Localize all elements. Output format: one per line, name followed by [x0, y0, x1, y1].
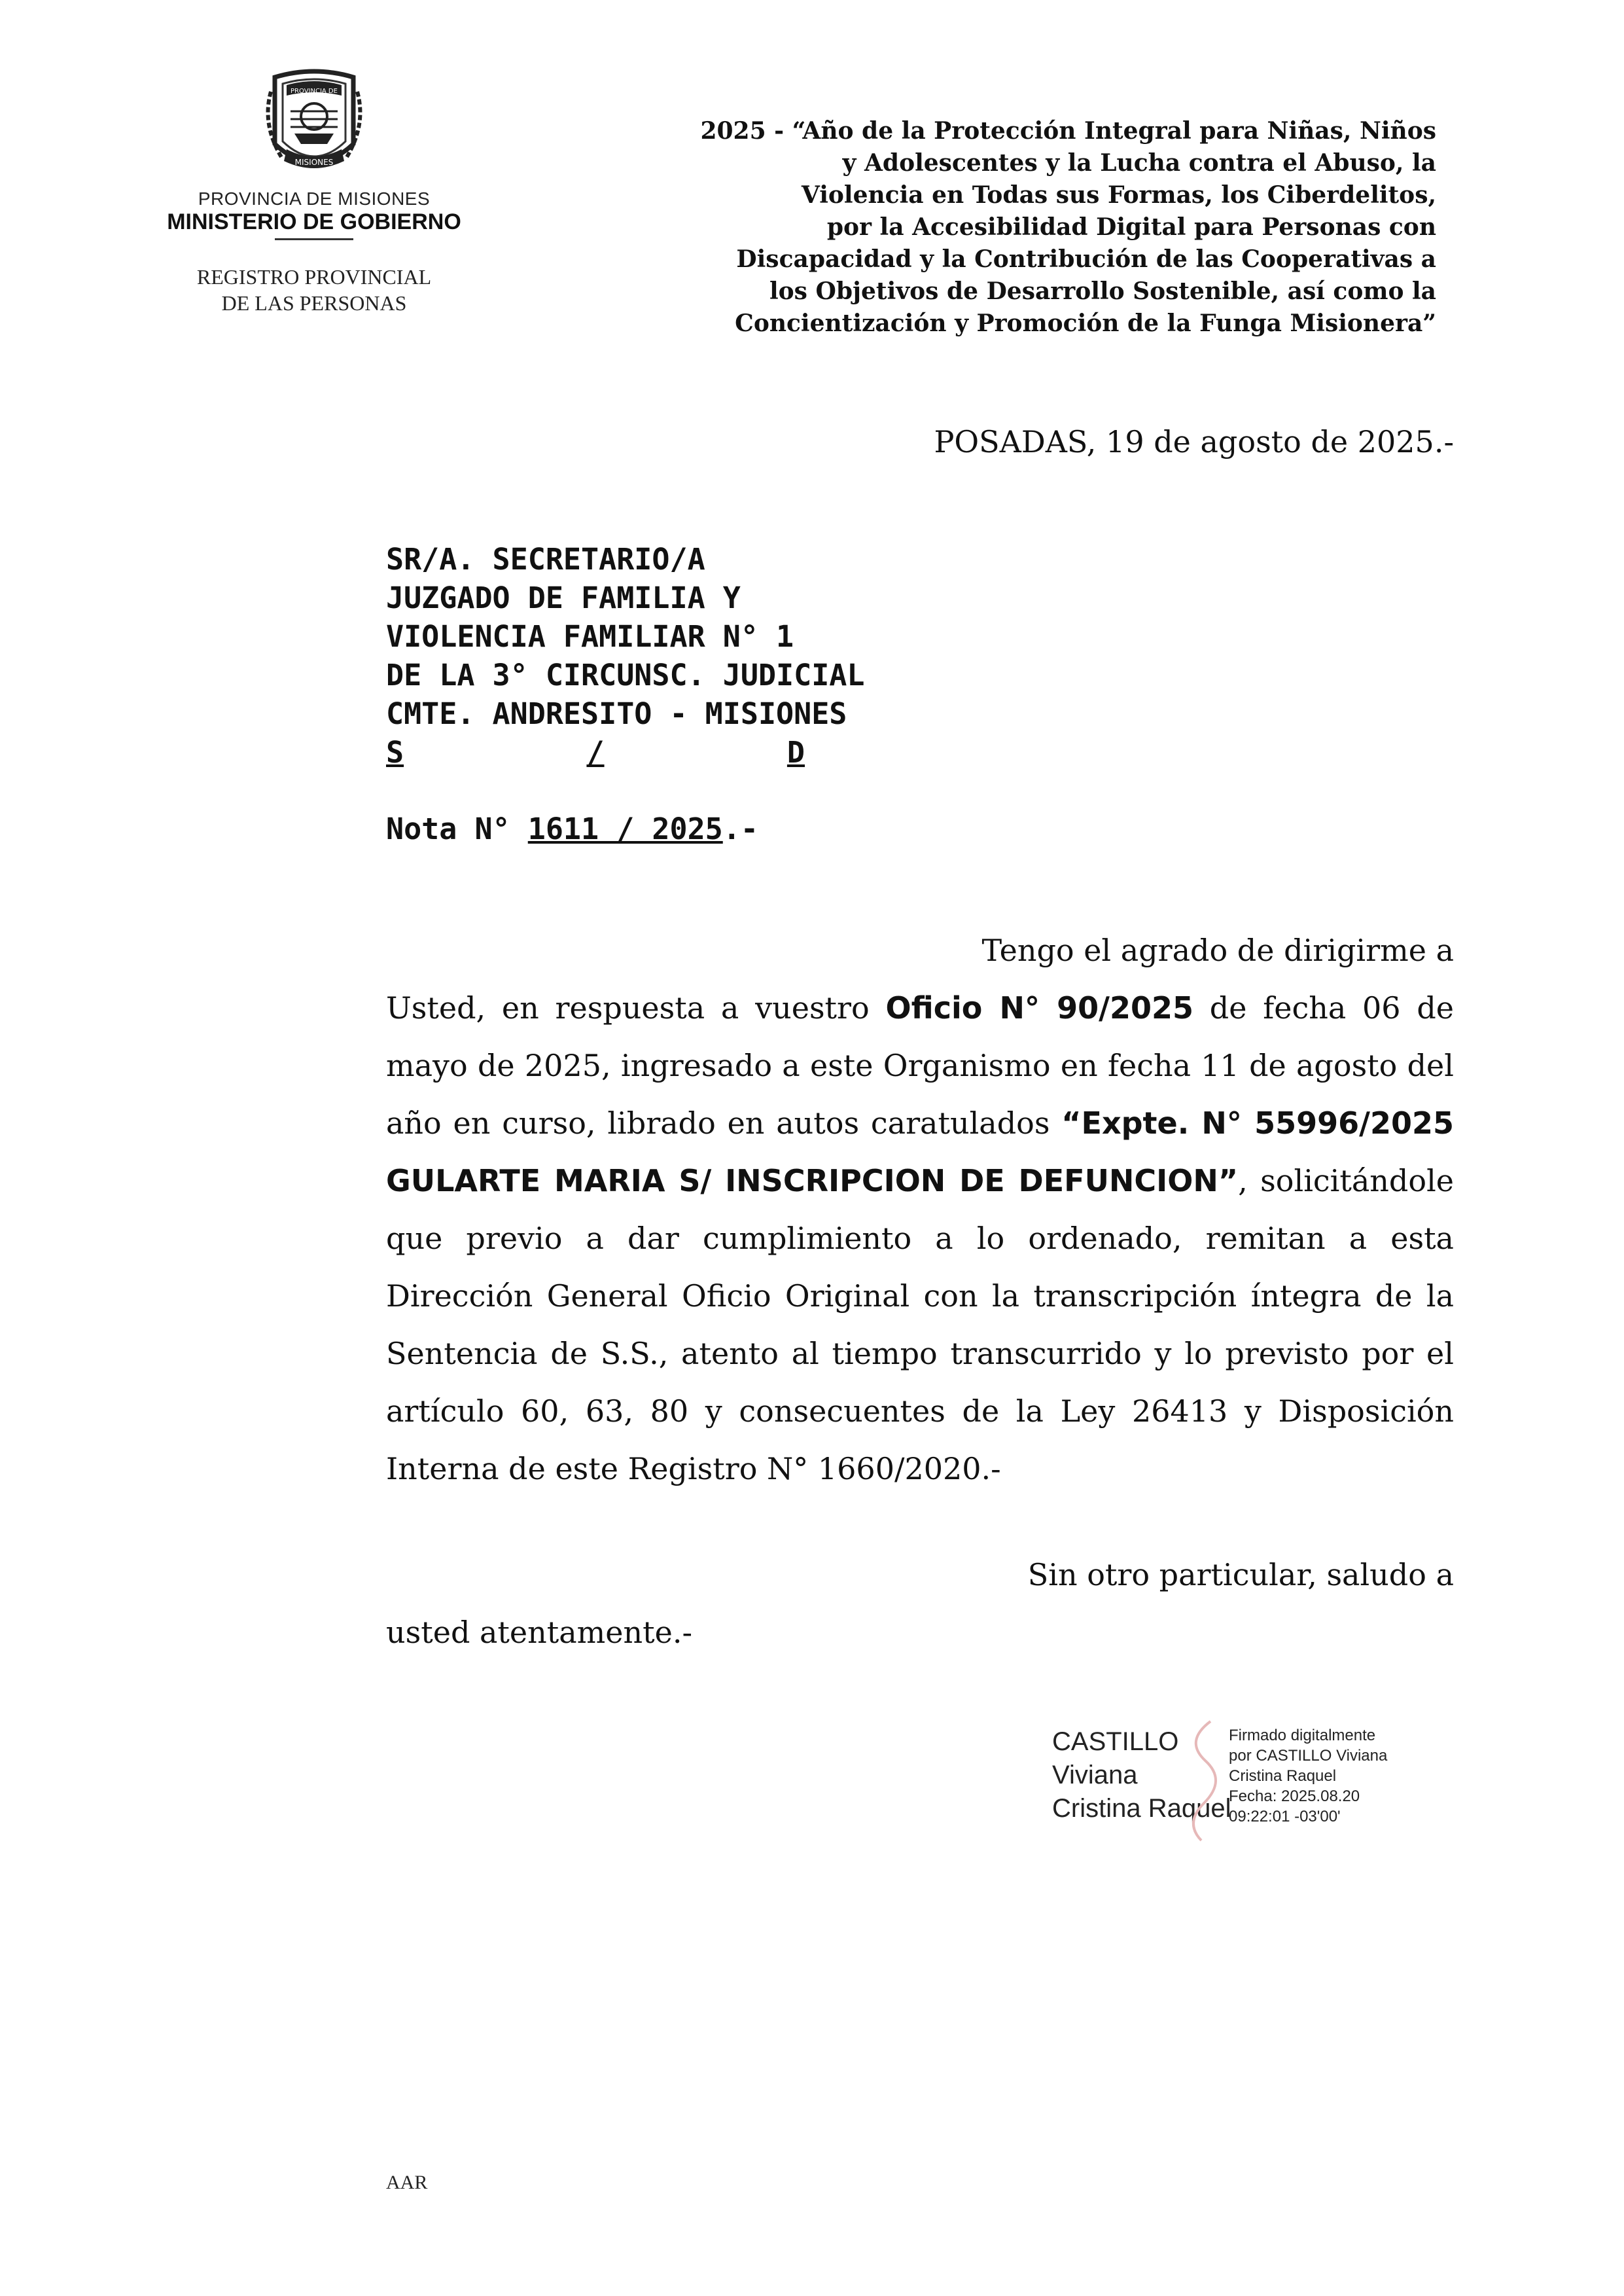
closing	[386, 1546, 1454, 1661]
su-despacho	[386, 733, 805, 772]
motto-line: Concientización y Promoción de la Funga Misionera”	[735, 310, 1436, 337]
letter-body	[386, 922, 1454, 1498]
signature-info-line: Fecha: 2025.08.20	[1229, 1787, 1360, 1805]
crest-text-top: PROVINCIA DE	[291, 88, 338, 95]
year-motto	[589, 115, 1436, 340]
provincia-de-misiones-crest-icon	[249, 65, 380, 183]
province-name: PROVINCIA DE MISIONES	[198, 188, 431, 209]
note-value: 1611 / 2025	[527, 812, 723, 846]
motto-line: por la Accesibilidad Digital para Personas con	[826, 213, 1436, 241]
addressee-line: JUZGADO DE FAMILIA Y	[386, 581, 741, 615]
signature-info-line: Firmado digitalmente	[1229, 1727, 1376, 1744]
sd-slash: /	[586, 735, 605, 770]
case-title: “Expte. N° 55996/2025 GULARTE MARIA S/ INSCRIPCION DE DEFUNCION”	[386, 1105, 1454, 1198]
signature-info-line: Cristina Raquel	[1229, 1767, 1337, 1785]
motto-line: y Adolescentes y la Lucha contra el Abuso, la	[842, 149, 1436, 177]
body-text-3: , solicitándole que previo a dar cumplimiento a lo ordenado, remitan a esta Dirección General Oficio Original con la transcripción íntegra de la Sentencia de S.S., atento al tiempo transcurrido y lo previsto por el artículo 60, 63, 80 y consecuentes de la Ley 26413 y Disposición Interna de este Registro N° 1660/2020.-	[386, 1163, 1454, 1486]
body-opening: Tengo el agrado de dirigirme a	[981, 933, 1454, 968]
addressee-line: SR/A. SECRETARIO/A	[386, 542, 705, 577]
body-text-1: Usted, en respuesta a vuestro	[386, 990, 886, 1026]
note-label: Nota N°	[386, 812, 510, 846]
registry-name-line1: REGISTRO PROVINCIAL	[196, 265, 432, 289]
closing-line1: Sin otro particular, saludo a	[1027, 1557, 1454, 1592]
ministry-name: MINISTERIO DE GOBIERNO	[167, 209, 461, 234]
crest-text-bottom: MISIONES	[294, 158, 334, 167]
sd-s: S	[386, 735, 404, 770]
letter-date: POSADAS, 19 de agosto de 2025.-	[934, 424, 1454, 459]
note-suffix: .-	[722, 812, 758, 846]
motto-line: Violencia en Todas sus Formas, los Ciberdelitos,	[801, 181, 1436, 209]
body-text-2: de fecha 06 de mayo de 2025, ingresado a este Organismo en fecha 11 de agosto del año en curso, librado en autos caratulados	[386, 990, 1454, 1141]
motto-line: 2025 - “Año de la Protección Integral para Niñas, Niños	[700, 117, 1436, 145]
note-number	[386, 812, 758, 846]
digital-signature-info	[1229, 1725, 1387, 1827]
closing-line2: usted atentamente.-	[386, 1615, 693, 1650]
sd-d: D	[786, 735, 805, 770]
oficio-reference: Oficio N° 90/2025	[885, 990, 1193, 1026]
addressee-block	[386, 540, 1040, 772]
motto-line: los Objetivos de Desarrollo Sostenible, así como la	[769, 278, 1436, 305]
signature-info-line: por CASTILLO Viviana	[1229, 1747, 1388, 1765]
addressee-line: CMTE. ANDRESITO - MISIONES	[386, 696, 847, 731]
motto-line: Discapacidad y la Contribución de las Cooperativas a	[736, 245, 1436, 273]
addressee-line: DE LA 3° CIRCUNSC. JUDICIAL	[386, 658, 865, 692]
signature-info-line: 09:22:01 -03'00'	[1229, 1808, 1341, 1825]
digital-signature-mark-icon	[1165, 1715, 1237, 1846]
addressee-line: VIOLENCIA FAMILIAR N° 1	[386, 619, 794, 654]
signer-name-line: Viviana	[1052, 1761, 1138, 1789]
registry-name-line2: DE LAS PERSONAS	[221, 291, 407, 315]
signer-name-line: CASTILLO	[1052, 1727, 1179, 1756]
signer-name-line: Cristina Raquel	[1052, 1794, 1231, 1823]
typist-initials: AAR	[386, 2172, 428, 2193]
divider	[275, 238, 353, 240]
